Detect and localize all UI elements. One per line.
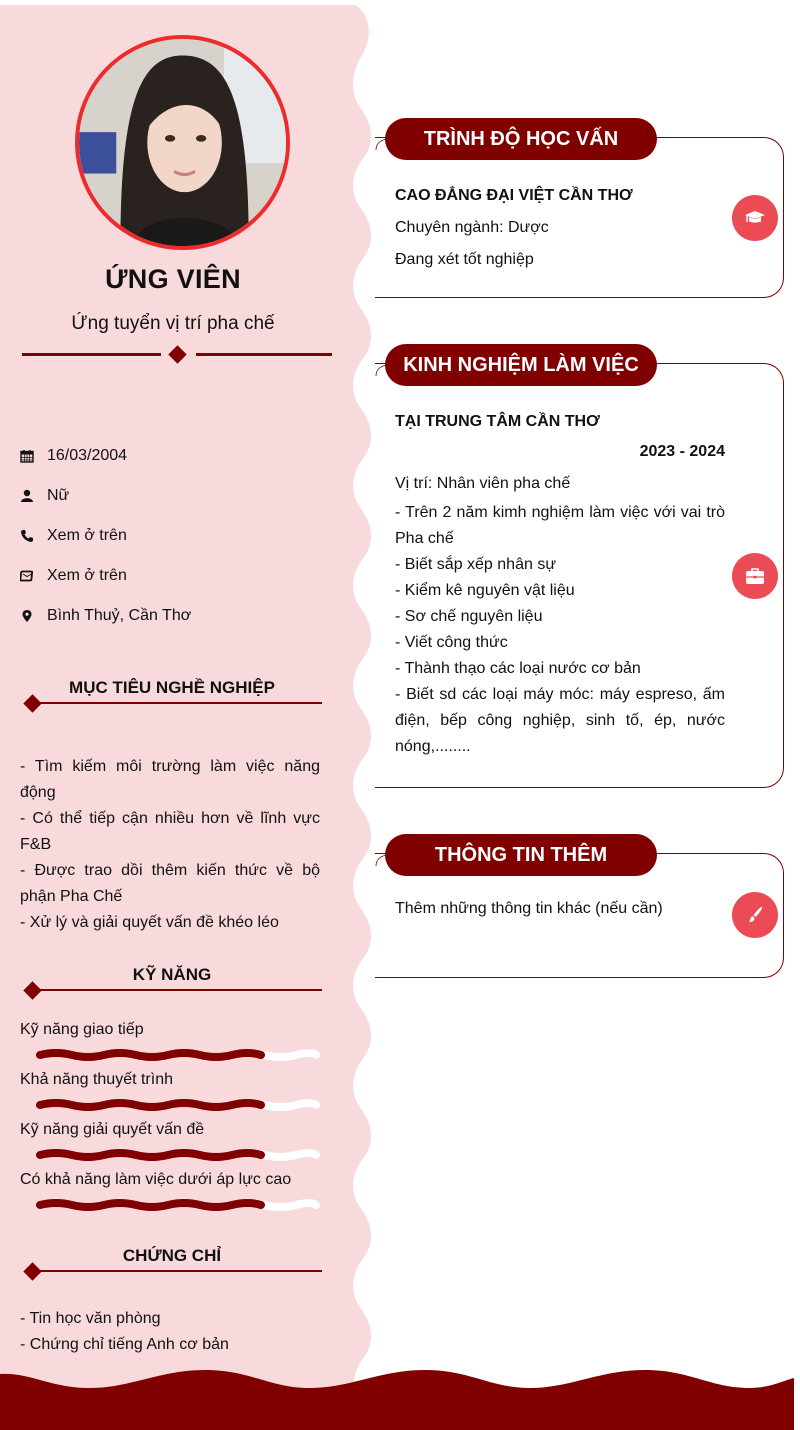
- experience-title: KINH NGHIỆM LÀM VIỆC: [385, 344, 657, 386]
- objective-item: - Tìm kiếm môi trường làm việc năng động: [20, 758, 320, 801]
- certificates-list: [20, 1306, 320, 1358]
- skill-item: [20, 1116, 320, 1166]
- school-name: CAO ĐẲNG ĐẠI VIỆT CẦN THƠ: [395, 187, 633, 204]
- experience-detail-item: - Sơ chế nguyên liệu: [395, 608, 543, 625]
- calendar-icon: [20, 446, 47, 466]
- objective-list: [20, 754, 320, 936]
- skill-bar: [36, 1149, 320, 1161]
- objective-title: MỤC TIÊU NGHỀ NGHIỆP: [69, 678, 275, 697]
- name-divider: [22, 345, 332, 365]
- skill-label: Có khả năng làm việc dưới áp lực cao: [20, 1171, 292, 1188]
- objective-heading: [22, 678, 322, 708]
- skills-list: [20, 1016, 320, 1216]
- certificate-item: - Tin học văn phòng: [20, 1310, 161, 1327]
- skill-item: [20, 1166, 320, 1216]
- graduation-cap-icon: [732, 195, 778, 241]
- sidebar: [0, 0, 350, 1430]
- education-body: [395, 186, 725, 270]
- experience-position: Vị trí: Nhân viên pha chế: [395, 475, 571, 492]
- experience-detail-item: - Viết công thức: [395, 634, 508, 651]
- user-icon: [20, 486, 47, 506]
- briefcase-icon: [732, 553, 778, 599]
- skill-bar: [36, 1199, 320, 1211]
- paintbrush-icon: [732, 892, 778, 938]
- education-card: [375, 137, 784, 298]
- skill-label: Kỹ năng giải quyết vấn đề: [20, 1121, 205, 1138]
- contact-text: Nữ: [47, 487, 70, 504]
- map-pin-icon: [20, 606, 47, 626]
- avatar-photo: [79, 39, 286, 246]
- skills-title: KỸ NĂNG: [132, 965, 212, 984]
- contact-text: Bình Thuỷ, Cần Thơ: [47, 607, 192, 624]
- education-status: Đang xét tốt nghiệp: [395, 251, 534, 268]
- candidate-role: Ứng tuyển vị trí pha chế: [71, 313, 275, 334]
- additional-title: THÔNG TIN THÊM: [385, 834, 657, 876]
- candidate-name: ỨNG VIÊN: [105, 264, 241, 294]
- experience-years: 2023 - 2024: [639, 443, 725, 460]
- email-icon: [20, 566, 47, 586]
- certificates-heading: [22, 1246, 322, 1276]
- certificates-title: CHỨNG CHỈ: [122, 1246, 222, 1265]
- skill-item: [20, 1016, 320, 1066]
- experience-detail-item: - Thành thạo các loại nước cơ bản: [395, 660, 641, 677]
- objective-item: - Xử lý và giải quyết vấn đề khéo léo: [20, 914, 279, 931]
- skill-bar: [36, 1099, 320, 1111]
- contact-gender: [20, 476, 320, 516]
- experience-details: [395, 500, 725, 760]
- objective-item: - Được trao dồi thêm kiến thức về bộ phận Pha Chế: [20, 862, 320, 905]
- contact-birthdate: [20, 436, 320, 476]
- contact-text: 16/03/2004: [47, 447, 128, 464]
- education-title: TRÌNH ĐỘ HỌC VẤN: [385, 118, 657, 160]
- experience-detail-item: - Biết sắp xếp nhân sự: [395, 556, 557, 573]
- contact-text: Xem ở trên: [47, 567, 127, 584]
- contact-phone: [20, 516, 320, 556]
- contact-list: [20, 436, 320, 636]
- skills-heading: [22, 965, 322, 995]
- experience-detail-item: - Kiểm kê nguyên vật liệu: [395, 582, 575, 599]
- experience-body: [395, 412, 725, 760]
- skill-item: [20, 1066, 320, 1116]
- diamond-icon: [168, 345, 186, 363]
- skill-bar: [36, 1049, 320, 1061]
- company-name: TẠI TRUNG TÂM CẦN THƠ: [395, 413, 600, 430]
- phone-icon: [20, 526, 47, 546]
- contact-address: [20, 596, 320, 636]
- experience-card: [375, 363, 784, 788]
- contact-text: Xem ở trên: [47, 527, 127, 544]
- skill-label: Khả năng thuyết trình: [20, 1071, 173, 1088]
- avatar: [75, 35, 290, 250]
- certificate-item: - Chứng chỉ tiếng Anh cơ bản: [20, 1336, 229, 1353]
- skill-label: Kỹ năng giao tiếp: [20, 1021, 144, 1038]
- education-major: Chuyên ngành: Dược: [395, 219, 549, 236]
- additional-text: Thêm những thông tin khác (nếu cần): [395, 900, 663, 917]
- objective-item: - Có thể tiếp cận nhiều hơn về lĩnh vực F&B: [20, 810, 320, 853]
- experience-detail-item: - Biết sd các loại máy móc: máy espreso, ấm điện, bếp công nghiệp, sinh tố, ép, nước nóng,........: [395, 686, 725, 755]
- additional-body: [395, 899, 725, 919]
- footer-wave: [0, 1360, 794, 1430]
- experience-detail-item: - Trên 2 năm kimh nghiệm làm việc với vai trò Pha chế: [395, 504, 725, 547]
- contact-email: [20, 556, 320, 596]
